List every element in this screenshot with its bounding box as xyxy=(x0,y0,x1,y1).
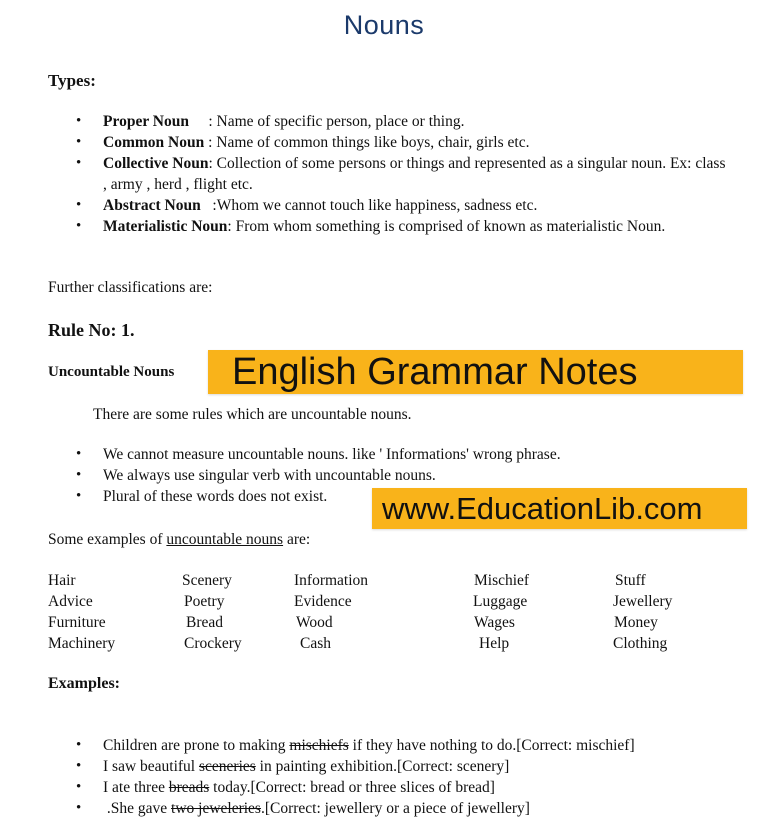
type-desc: Whom we cannot touch like happiness, sadness etc. xyxy=(216,197,538,214)
grid-word: Evidence xyxy=(294,593,352,610)
wrong-word: two jeweleries xyxy=(171,800,261,817)
grid-word: Wood xyxy=(296,614,333,631)
wrong-word: sceneries xyxy=(198,758,256,775)
further-classifications: Further classifications are: xyxy=(48,279,213,296)
grid-word: Clothing xyxy=(613,635,668,652)
example-item: • .She gave two jeweleries.[Correct: jewellery or a piece of jewellery] xyxy=(76,798,766,819)
type-item-proper: • Proper Noun : Name of specific person, place or thing. xyxy=(76,111,726,132)
types-heading: Types: xyxy=(48,71,96,90)
uncountable-subheading: Uncountable Nouns xyxy=(48,364,175,380)
grid-word: Furniture xyxy=(48,614,106,631)
grid-word: Help xyxy=(479,635,510,652)
type-desc: From whom something is comprised of known as materialistic Noun. xyxy=(235,218,666,235)
wrong-word: mischiefs xyxy=(289,737,349,754)
example-item: • I saw beautiful sceneries in painting exhibition.[Correct: scenery] xyxy=(76,756,766,777)
grid-word: Wages xyxy=(474,614,515,631)
type-term: Abstract Noun xyxy=(103,197,201,214)
grid-word: Information xyxy=(294,572,369,589)
grid-word: Bread xyxy=(186,614,224,631)
example-item: • I ate three breads today.[Correct: bread or three slices of bread] xyxy=(76,777,766,798)
grid-word: Machinery xyxy=(48,635,116,652)
type-item-materialistic: • Materialistic Noun: From whom something is comprised of known as materialistic Noun. xyxy=(76,216,726,237)
grid-word: Advice xyxy=(48,593,93,610)
grid-word: Money xyxy=(614,614,658,631)
type-desc: Collection of some persons or things and represented as a singular noun. Ex: class , army , herd , flight etc. xyxy=(103,155,726,193)
examples-heading: Examples: xyxy=(48,675,120,692)
grid-word: Cash xyxy=(300,635,331,652)
rule-point: • Plural of these words does not exist. xyxy=(76,486,656,507)
grid-row xyxy=(48,633,768,654)
example-item: • Children are prone to making mischiefs if they have nothing to do.[Correct: mischief] xyxy=(76,735,766,756)
uncountable-nouns-underlined: uncountable nouns xyxy=(166,531,284,548)
grid-row xyxy=(48,612,768,633)
uncountable-words-grid xyxy=(48,570,768,654)
grid-word: Mischief xyxy=(474,572,530,589)
type-term: Collective Noun xyxy=(103,155,209,172)
grid-word: Crockery xyxy=(184,635,242,652)
rule-intro: There are some rules which are uncountable nouns. xyxy=(93,406,412,423)
type-term: Proper Noun xyxy=(103,113,189,130)
grid-row xyxy=(48,591,768,612)
examples-intro: Some examples of uncountable nouns are: xyxy=(48,531,311,548)
type-term: Common Noun xyxy=(103,134,205,151)
grid-word: Poetry xyxy=(184,593,225,610)
rule-point: • We always use singular verb with uncountable nouns. xyxy=(76,465,656,486)
grid-word: Luggage xyxy=(473,593,528,610)
type-desc: Name of common things like boys, chair, girls etc. xyxy=(216,134,530,151)
watermark-banner-url: www.EducationLib.com xyxy=(372,488,747,529)
type-term: Materialistic Noun xyxy=(103,218,228,235)
watermark-banner-title: English Grammar Notes xyxy=(208,350,743,394)
type-item-abstract: • Abstract Noun :Whom we cannot touch like happiness, sadness etc. xyxy=(76,195,726,216)
type-desc: Name of specific person, place or thing. xyxy=(216,113,465,130)
rule-heading: Rule No: 1. xyxy=(48,320,135,340)
grid-word: Scenery xyxy=(182,572,232,589)
type-item-collective: • Collective Noun: Collection of some persons or things and represented as a singular noun. Ex: class , army , herd , flight etc. xyxy=(76,153,726,195)
types-list xyxy=(76,111,726,237)
page-title: Nouns xyxy=(343,10,425,40)
type-item-common: • Common Noun : Name of common things like boys, chair, girls etc. xyxy=(76,132,726,153)
grid-word: Hair xyxy=(48,572,76,589)
grid-row xyxy=(48,570,768,591)
rule-point: • We cannot measure uncountable nouns. like ' Informations' wrong phrase. xyxy=(76,444,656,465)
wrong-word: breads xyxy=(168,779,210,796)
grid-word: Jewellery xyxy=(613,593,673,610)
examples-list xyxy=(76,735,766,819)
grid-word: Stuff xyxy=(615,572,646,589)
